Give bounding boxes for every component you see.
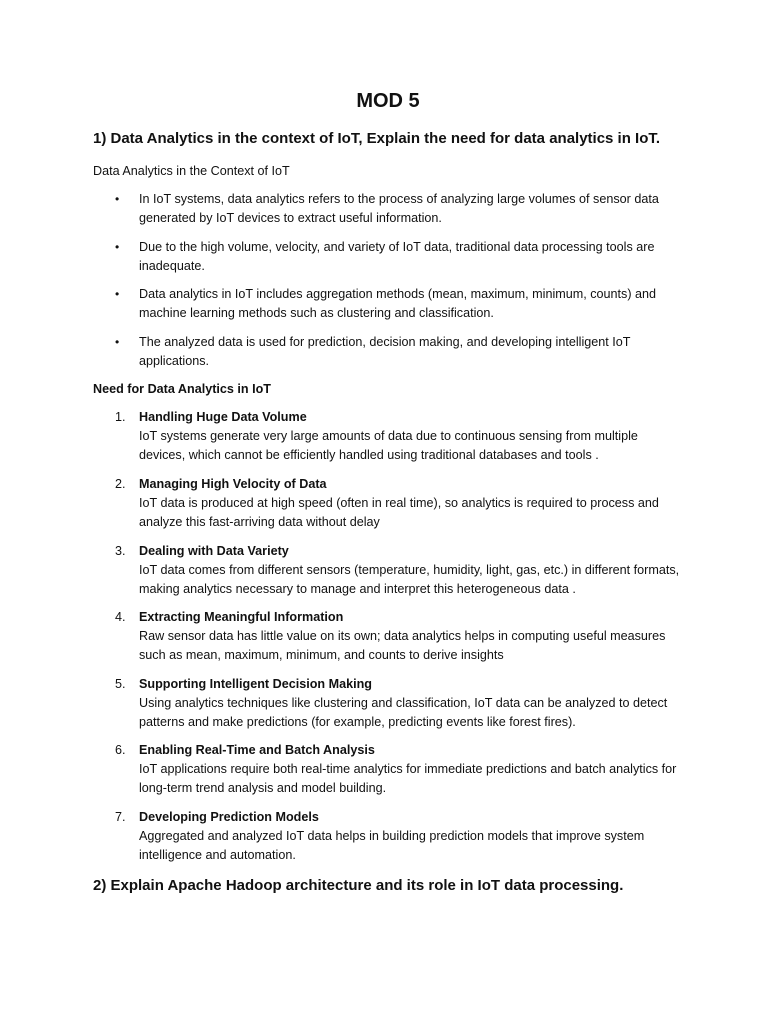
bullet-glyph: • [115, 287, 120, 302]
item-number: 6. [115, 743, 126, 758]
bullet-text: In IoT systems, data analytics refers to the process of analyzing large volumes of sensor data generated by IoT devices to extract useful information. [139, 192, 659, 225]
list-item [93, 542, 683, 599]
question-1-heading: 1) Data Analytics in the context of IoT, Explain the need for data analytics in IoT. [93, 130, 661, 147]
bullet-text: Data analytics in IoT includes aggregation methods (mean, maximum, minimum, counts) and machine learning methods such as clustering and classification. [139, 287, 657, 321]
need-heading: Need for Data Analytics in IoT [93, 382, 271, 397]
bullet-text: The analyzed data is used for prediction, decision making, and developing intelligent IoT applications. [139, 334, 631, 368]
item-number: 2. [115, 476, 126, 491]
list-item [93, 608, 683, 665]
item-title: Managing High Velocity of Data [139, 476, 327, 491]
item-number: 1. [115, 410, 126, 425]
item-number: 3. [115, 543, 126, 558]
bullet-glyph: • [115, 239, 120, 254]
list-item [93, 238, 683, 276]
list-item [93, 741, 683, 798]
needs-numbered-list [93, 408, 683, 865]
item-title: Handling Huge Data Volume [139, 410, 307, 425]
item-number: 4. [115, 610, 126, 625]
bullet-glyph: • [115, 192, 120, 206]
item-number: 7. [115, 809, 126, 824]
list-item [93, 675, 683, 732]
bullet-text: Due to the high volume, velocity, and variety of IoT data, traditional data processing tools are inadequate. [139, 239, 655, 273]
list-item [93, 408, 683, 465]
item-title: Dealing with Data Variety [139, 543, 289, 558]
item-description: Aggregated and analyzed IoT data helps in building prediction models that improve system intelligence and automation. [139, 828, 645, 862]
item-title: Enabling Real-Time and Batch Analysis [139, 743, 375, 758]
question-2-heading: 2) Explain Apache Hadoop architecture and its role in IoT data processing. [93, 876, 624, 894]
item-title: Extracting Meaningful Information [139, 610, 344, 625]
list-item [93, 475, 683, 532]
context-subtitle: Data Analytics in the Context of IoT [93, 164, 290, 178]
item-title: Supporting Intelligent Decision Making [139, 676, 372, 691]
list-item [93, 190, 683, 228]
context-bullet-list [93, 190, 683, 371]
page-title: MOD 5 [356, 90, 420, 112]
item-description: IoT data is produced at high speed (often in real time), so analytics is required to process and analyze this fast-arriving data without delay [139, 495, 659, 529]
item-title: Developing Prediction Models [139, 809, 319, 824]
bullet-glyph: • [115, 334, 120, 349]
list-item [93, 808, 683, 865]
list-item [93, 285, 683, 323]
item-description: IoT data comes from different sensors (temperature, humidity, light, gas, etc.) in different formats, making analytics necessary to manage and interpret this heterogeneous data . [139, 562, 680, 596]
item-description: IoT applications require both real-time analytics for immediate predictions and batch analytics for long-term trend analysis and model building. [139, 762, 677, 796]
item-description: Raw sensor data has little value on its own; data analytics helps in computing useful measures such as mean, maximum, minimum, and counts to derive insights [139, 629, 666, 663]
list-item [93, 333, 683, 371]
item-description: Using analytics techniques like clustering and classification, IoT data can be analyzed to detect patterns and make predictions (for example, predicting events like forest fires). [139, 695, 668, 729]
item-description: IoT systems generate very large amounts of data due to continuous sensing from multiple devices, which cannot be efficiently handled using traditional databases and tools . [139, 429, 638, 463]
document-page [93, 88, 683, 897]
item-number: 5. [115, 676, 126, 691]
